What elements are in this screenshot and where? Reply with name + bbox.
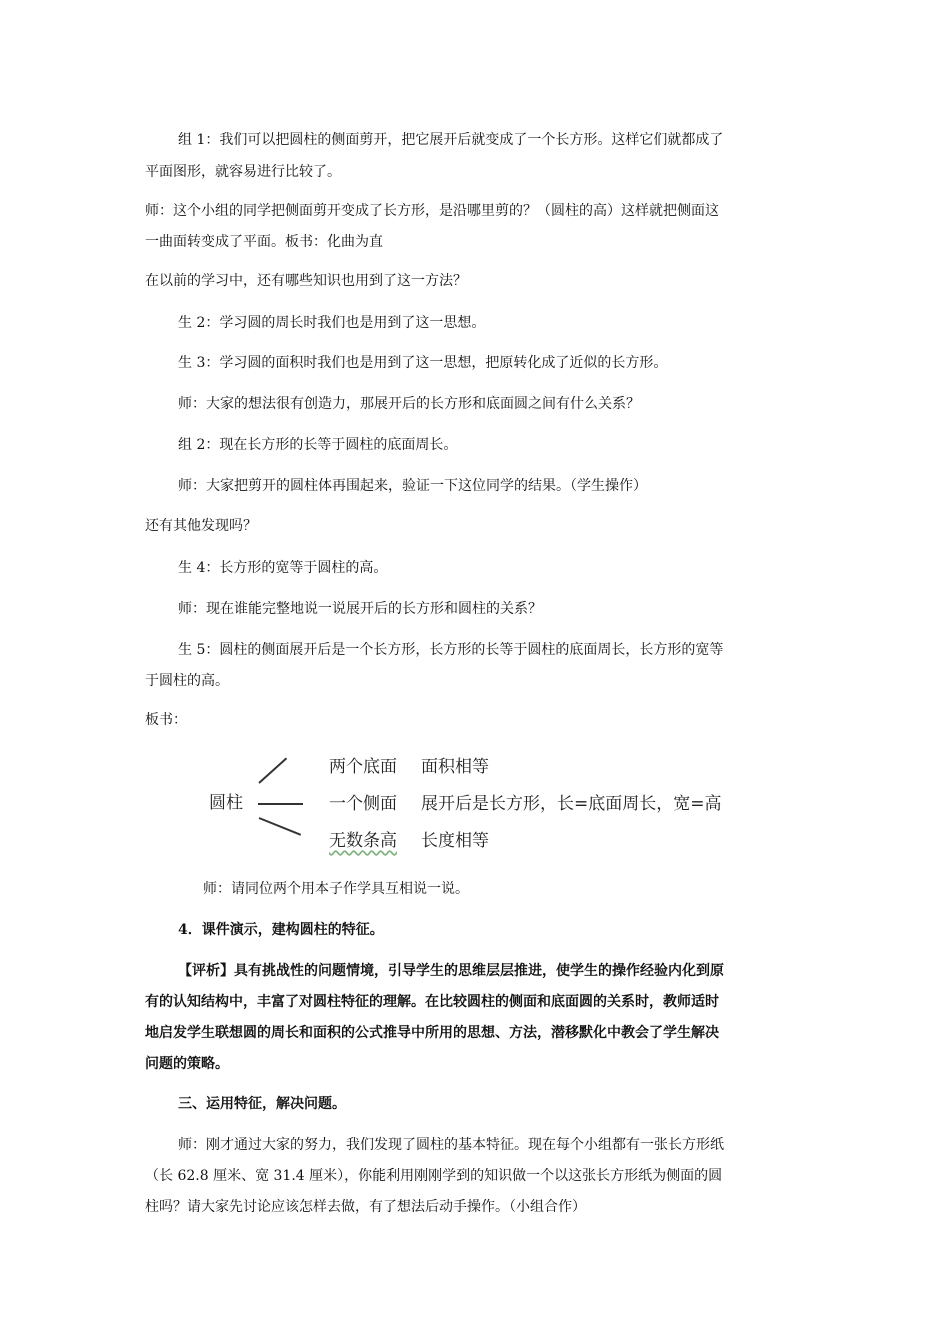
paragraph-student5-line1: 生 5：圆柱的侧面展开后是一个长方形，长方形的长等于圆柱的底面周长，长方形的宽等 [178, 642, 724, 658]
section-heading-courseware: 4．课件演示，建构圆柱的特征。 [178, 922, 384, 938]
paragraph-question: 在以前的学习中，还有哪些知识也用到了这一方法？ [145, 273, 467, 289]
paragraph-teacher6-line1: 师：刚才通过大家的努力，我们发现了圆柱的基本特征。现在每个小组都有一张长方形纸 [178, 1137, 724, 1153]
paragraph-teacher4: 师：现在谁能完整地说一说展开后的长方形和圆柱的关系？ [178, 601, 542, 617]
diagram-branch-line-top [258, 757, 287, 783]
diagram-part-label: 两个底面 [329, 757, 397, 777]
diagram-desc-label: 长度相等 [421, 831, 489, 851]
paragraph-group2: 组 2：现在长方形的长等于圆柱的底面周长。 [178, 437, 458, 453]
paragraph-commentary-line1: 【评析】具有挑战性的问题情境，引导学生的思维层层推进，使学生的操作经验内化到原 [178, 963, 724, 979]
paragraph-student5-line2: 于圆柱的高。 [145, 673, 229, 689]
paragraph-teacher2: 师：大家的想法很有创造力，那展开后的长方形和底面圆之间有什么关系？ [178, 396, 640, 412]
paragraph-teacher6-line3: 柱吗？请大家先讨论应该怎样去做，有了想法后动手操作。（小组合作） [145, 1199, 586, 1215]
paragraph-student3: 生 3：学习圆的面积时我们也是用到了这一思想，把原转化成了近似的长方形。 [178, 355, 668, 371]
section-heading-apply: 三、运用特征，解决问题。 [178, 1096, 346, 1112]
paragraph-student2: 生 2：学习圆的周长时我们也是用到了这一思想。 [178, 315, 486, 331]
diagram-desc-label: 面积相等 [421, 757, 489, 777]
paragraph-group1-line1: 组 1：我们可以把圆柱的侧面剪开，把它展开后就变成了一个长方形。这样它们就都成了 [178, 132, 724, 148]
paragraph-commentary-line3: 地启发学生联想圆的周长和面积的公式推导中所用的思想、方法，潜移默化中教会了学生解决 [145, 1025, 719, 1041]
paragraph-teacher1-line2: 一曲面转变成了平面。板书：化曲为直 [145, 234, 383, 250]
paragraph-teacher5: 师：请同位两个用本子作学具互相说一说。 [203, 881, 469, 897]
paragraph-group1-line2: 平面图形，就容易进行比较了。 [145, 164, 341, 180]
paragraph-teacher6-line2: （长 62.8 厘米、宽 31.4 厘米），你能利用刚刚学到的知识做一个以这张长方形纸为侧面的圆 [145, 1168, 723, 1184]
paragraph-board-label: 板书： [145, 712, 187, 728]
paragraph-other-findings: 还有其他发现吗？ [145, 518, 257, 534]
paragraph-teacher1-line1: 师：这个小组的同学把侧面剪开变成了长方形，是沿哪里剪的？（圆柱的高）这样就把侧面这 [145, 203, 719, 219]
paragraph-commentary-line4: 问题的策略。 [145, 1056, 229, 1072]
paragraph-teacher3: 师：大家把剪开的圆柱体再围起来，验证一下这位同学的结果。（学生操作） [178, 478, 647, 494]
paragraph-student4: 生 4：长方形的宽等于圆柱的高。 [178, 560, 388, 576]
board-diagram [205, 742, 735, 860]
diagram-root-label: 圆柱 [209, 793, 243, 813]
paragraph-commentary-line2: 有的认知结构中，丰富了对圆柱特征的理解。在比较圆柱的侧面和底面圆的关系时，教师适时 [145, 994, 719, 1010]
diagram-part-label: 无数条高 [329, 831, 397, 851]
diagram-desc-label: 展开后是长方形，长=底面周长，宽=高 [421, 794, 722, 814]
diagram-branch-line-middle [258, 803, 303, 805]
diagram-part-label: 一个侧面 [329, 794, 397, 814]
diagram-branch-line-bottom [259, 817, 301, 836]
